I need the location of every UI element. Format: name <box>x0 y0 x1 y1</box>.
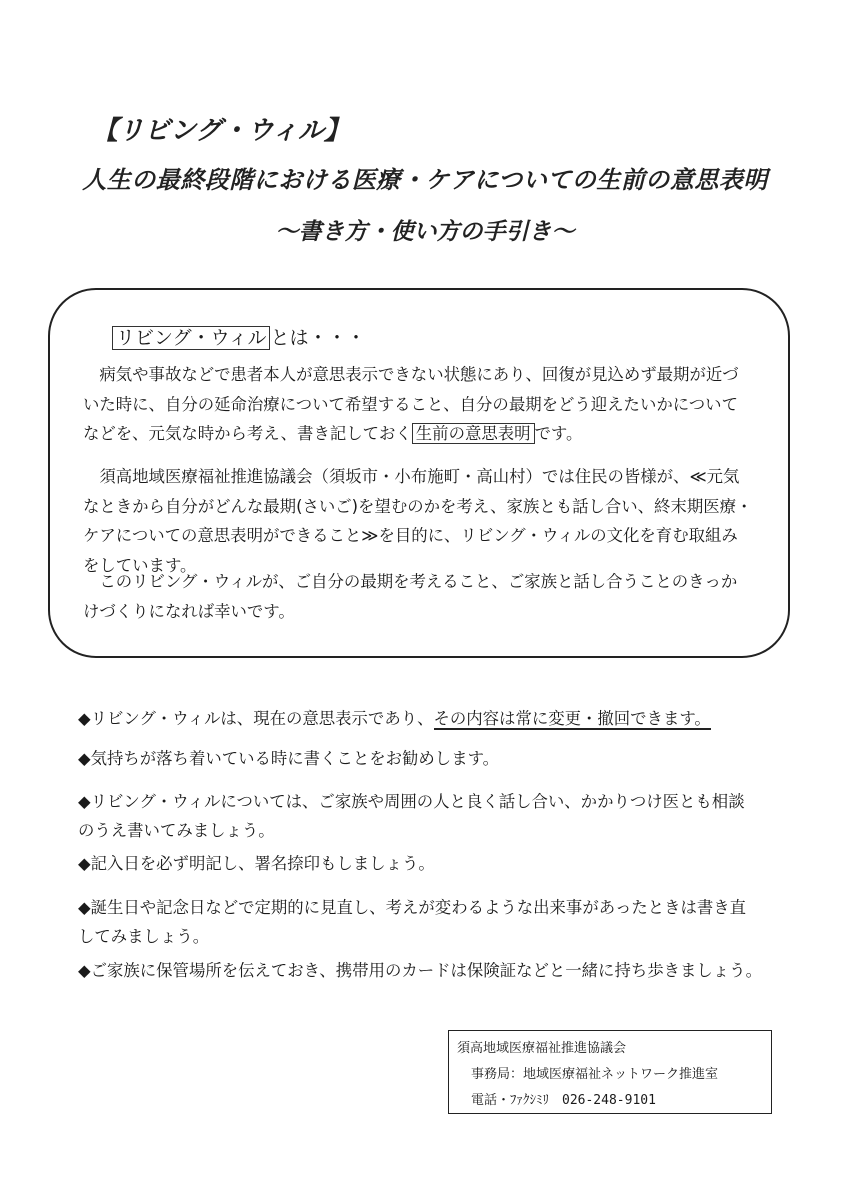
text-line <box>83 419 773 449</box>
underlined-text: その内容は常に変更・撤回できます。 <box>433 709 711 728</box>
intro-paragraph-2 <box>83 462 773 580</box>
text-line: けづくりになれば幸いです。 <box>83 601 295 621</box>
document-label: 【リビング・ウィル】 <box>92 116 350 146</box>
document-title: 人生の最終段階における医療・ケアについての生前の意思表明 <box>82 166 768 194</box>
text-line <box>78 704 798 733</box>
contact-box <box>448 1030 772 1114</box>
bullet-item <box>78 787 798 845</box>
bullet-item <box>78 956 798 985</box>
text-line: ◆気持ちが落ち着いている時に書くことをお勧めします。 <box>78 749 500 768</box>
boxed-term: 生前の意思表明 <box>412 423 535 444</box>
contact-phone: 電話・ﾌｧｸｼﾐﾘ 026-248-9101 <box>471 1093 656 1108</box>
bullet-item <box>78 849 798 878</box>
text-line: ◆記入日を必ず明記し、署名捺印もしましょう。 <box>78 854 435 873</box>
text-line: 須高地域医療福祉推進協議会（須坂市・小布施町・高山村）では住民の皆様が、≪元気 <box>83 467 740 486</box>
contact-office: 事務局：地域医療福祉ネットワーク推進室 <box>471 1067 719 1082</box>
text-line: このリビング・ウィルが、ご自分の最期を考えること、ご家族と話し合うことのきっか <box>83 572 738 591</box>
text-segment: ◆リビング・ウィルは、現在の意思表示であり、 <box>78 709 434 728</box>
document-subtitle: ～書き方・使い方の手引き～ <box>275 219 575 245</box>
text-line: 病気や事故などで患者本人が意思表示できない状態にあり、回復が見込めず最期が近づ <box>83 365 739 384</box>
bullet-item <box>78 893 798 951</box>
text-line: してみましょう。 <box>78 927 210 946</box>
text-segment: です。 <box>534 424 583 443</box>
text-line: いた時に、自分の延命治療について希望すること、自分の最期をどう迎えたいかについて <box>83 394 738 414</box>
text-segment: などを、元気な時から考え、書き記しておく <box>83 424 412 443</box>
text-line: ◆誕生日や記念日などで定期的に見直し、考えが変わるような出来事があったときは書き直 <box>78 898 747 917</box>
bullet-item <box>78 704 798 733</box>
contact-organization: 須高地域医療福祉推進協議会 <box>457 1041 627 1056</box>
intro-paragraph-3 <box>83 567 773 626</box>
intro-heading-rest: とは・・・ <box>270 327 366 349</box>
text-line: ◆リビング・ウィルについては、ご家族や周囲の人と良く話し合い、かかりつけ医とも相談 <box>78 792 745 811</box>
bullet-item <box>78 744 798 773</box>
intro-heading-term: リビング・ウィル <box>112 326 270 350</box>
text-line: なときから自分がどんな最期(さいご)を望むのかを考え、家族とも話し合い、終末期医療・ <box>83 496 753 516</box>
text-line: ◆ご家族に保管場所を伝えておき、携帯用のカードは保険証などと一緒に持ち歩きましょう。 <box>78 961 762 980</box>
intro-heading <box>112 323 366 350</box>
text-line: ケアについての意思表明ができること≫を目的に、リビング・ウィルの文化を育む取組み <box>83 526 738 545</box>
text-line: のうえ書いてみましょう。 <box>78 821 275 840</box>
text-line: をしています。 <box>83 555 197 575</box>
intro-paragraph-1 <box>83 360 773 449</box>
